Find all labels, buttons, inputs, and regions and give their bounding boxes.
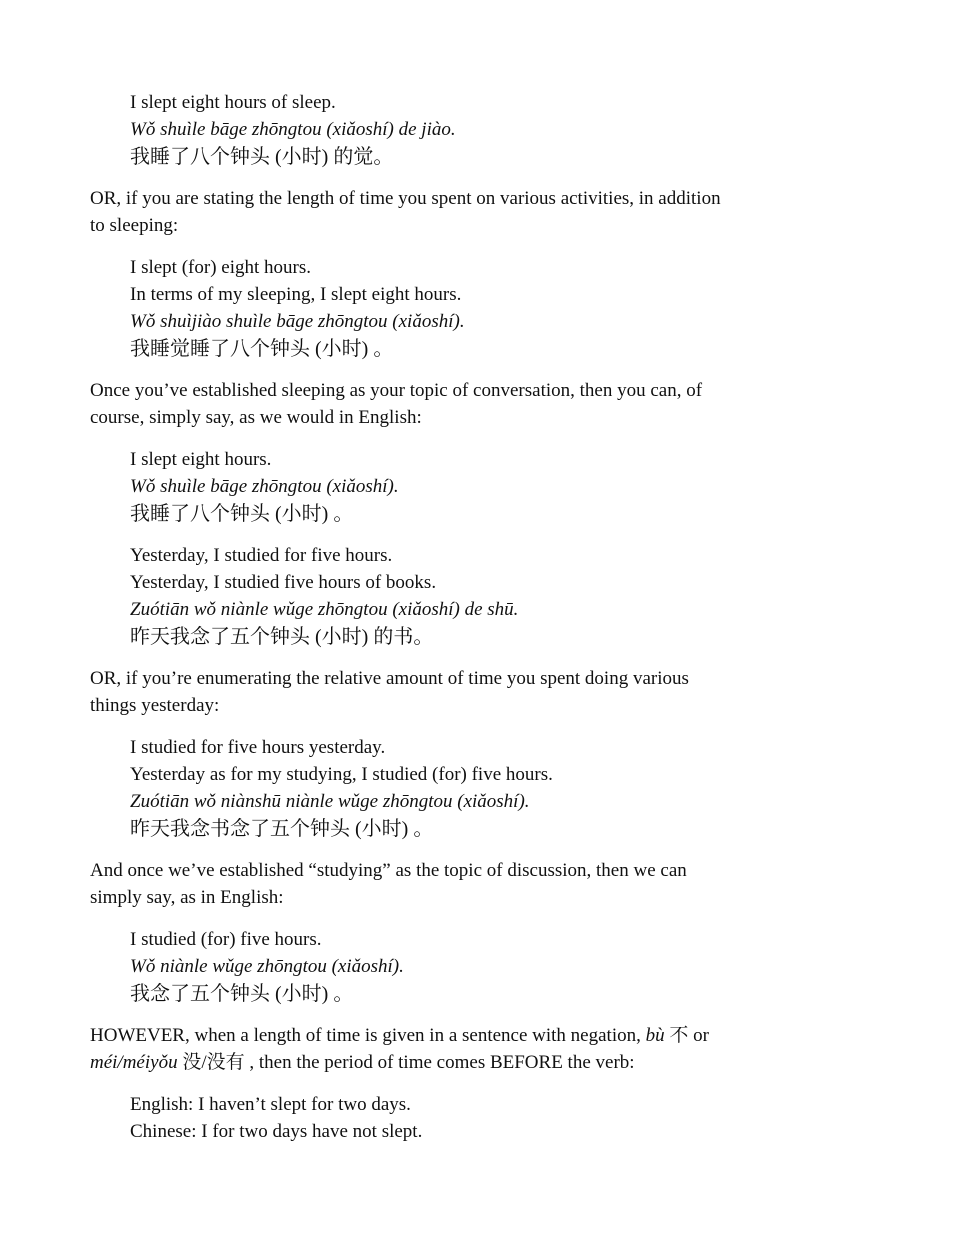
text-run-song: ( [270, 983, 282, 1005]
text-run-en: I slept (for) eight hours. [130, 257, 311, 278]
text-run-normal: OR, if you are stating the length of time you spent on various activities, in addition [90, 188, 721, 209]
text-run-hei: 钟头 [310, 816, 350, 840]
text-run-normal: or [693, 1025, 709, 1046]
text-run-hei: 小时 [281, 501, 322, 525]
english-line [130, 254, 870, 281]
text-run-en: I slept eight hours of sleep. [130, 92, 336, 113]
text-run-hei: 小时 [361, 816, 402, 840]
text-run-en: Chinese: I for two days have not slept. [130, 1121, 423, 1142]
pinyin-line [130, 596, 870, 623]
text-run-song: ( [270, 503, 282, 525]
text-run-hei: 觉 [170, 336, 190, 360]
paragraph-block [90, 185, 870, 239]
text-run-song: ( [270, 146, 282, 168]
pinyin-line [130, 953, 870, 980]
text-run-song: ) 。 [321, 983, 354, 1005]
text-run-en: Yesterday, I studied for five hours. [130, 545, 393, 566]
pinyin-line [130, 473, 870, 500]
chinese-line [130, 335, 870, 362]
example-block [130, 1091, 870, 1145]
text-run-song: 昨天我念 [130, 818, 210, 840]
chinese-line [130, 815, 870, 842]
text-run-song: 。 [413, 626, 434, 648]
english-line [130, 761, 870, 788]
text-run-song: ) 。 [361, 338, 394, 360]
document-content [90, 89, 870, 1145]
text-run-pinyin: méi/méiyǒu [90, 1052, 178, 1073]
text-run-pinyin: Zuótiān wǒ niànle wǔge zhōngtou (xiǎoshí) de shū. [130, 599, 519, 620]
paragraph-line [90, 1022, 870, 1049]
english-line [130, 1118, 870, 1145]
english-line [130, 446, 870, 473]
text-run-song: 我念了五个 [130, 983, 230, 1005]
text-run-normal: things yesterday: [90, 695, 220, 716]
text-run-en: English: I haven’t slept for two days. [130, 1094, 411, 1115]
text-run-song: 睡了八个 [190, 338, 270, 360]
text-run-hei: 小时 [281, 981, 322, 1005]
text-run-hei: 书 [210, 816, 230, 840]
text-run-song: 念了五个 [230, 818, 310, 840]
paragraph-block [90, 665, 870, 719]
example-block [130, 734, 870, 842]
chinese-line [130, 980, 870, 1007]
text-run-song: ) 的 [361, 626, 394, 648]
paragraph-line [90, 212, 870, 239]
paragraph-line [90, 185, 870, 212]
text-run-pinyin: Wǒ shuìle bāge zhōngtou (xiǎoshí) de jiào. [130, 119, 456, 140]
text-run-normal: Once you’ve established sleeping as your topic of conversation, then you can, of [90, 380, 703, 401]
paragraph-block [90, 857, 870, 911]
paragraph-line [90, 665, 870, 692]
paragraph-line [90, 692, 870, 719]
paragraph-block [90, 377, 870, 431]
example-block [130, 254, 870, 362]
text-run-song: 。 [373, 146, 394, 168]
text-run-normal: to sleeping: [90, 215, 179, 236]
text-run-en: I studied (for) five hours. [130, 929, 322, 950]
text-run-song: ) 的 [321, 146, 354, 168]
text-run-pinyin: Zuótiān wǒ niànshū niànle wǔge zhōngtou (xiǎoshí). [130, 791, 530, 812]
example-block [130, 89, 870, 170]
english-line [130, 542, 870, 569]
text-run-en: In terms of my sleeping, I slept eight hours. [130, 284, 462, 305]
text-run-hei: 小时 [321, 624, 362, 648]
text-run-song: ( [350, 818, 362, 840]
text-run-normal: And once we’ve established “studying” as the topic of discussion, then we can [90, 860, 687, 881]
paragraph-line [90, 884, 870, 911]
text-run-hei: 小时 [281, 144, 322, 168]
text-run-pinyin: Wǒ shuìle bāge zhōngtou (xiǎoshí). [130, 476, 399, 497]
example-block [130, 446, 870, 527]
english-line [130, 569, 870, 596]
text-run-song: 我睡了八个 [130, 503, 230, 525]
text-run-song: 没/没有 [177, 1052, 250, 1073]
chinese-line [130, 500, 870, 527]
example-block [130, 542, 870, 650]
english-line [130, 281, 870, 308]
text-run-song: ( [310, 626, 322, 648]
text-run-normal: OR, if you’re enumerating the relative amount of time you spent doing various [90, 668, 689, 689]
example-block [130, 926, 870, 1007]
text-run-normal: simply say, as in English: [90, 887, 284, 908]
text-run-en: Yesterday as for my studying, I studied (for) five hours. [130, 764, 553, 785]
text-run-normal: HOWEVER, when a length of time is given in a sentence with negation, [90, 1025, 646, 1046]
pinyin-line [130, 116, 870, 143]
text-run-pinyin: Wǒ shuìjiào shuìle bāge zhōngtou (xiǎoshí). [130, 311, 465, 332]
paragraph-line [90, 404, 870, 431]
text-run-song: 不 [664, 1025, 694, 1046]
english-line [130, 89, 870, 116]
english-line [130, 1091, 870, 1118]
text-run-en: I slept eight hours. [130, 449, 272, 470]
text-run-song: 昨天我念了五个 [130, 626, 270, 648]
text-run-en: Yesterday, I studied five hours of books. [130, 572, 437, 593]
text-run-hei: 钟头 [230, 981, 270, 1005]
chinese-line [130, 143, 870, 170]
text-run-pinyin: Wǒ niànle wǔge zhōngtou (xiǎoshí). [130, 956, 404, 977]
text-run-hei: 钟头 [230, 144, 270, 168]
text-run-song: ) 。 [401, 818, 434, 840]
text-run-hei: 觉 [353, 144, 374, 168]
chinese-line [130, 623, 870, 650]
text-run-normal: , then the period of time comes BEFORE the verb: [249, 1052, 635, 1073]
pinyin-line [130, 308, 870, 335]
text-run-song: 我睡 [130, 338, 170, 360]
text-run-song: ) 。 [321, 503, 354, 525]
pinyin-line [130, 788, 870, 815]
text-run-normal: course, simply say, as we would in English: [90, 407, 422, 428]
text-run-song: ( [310, 338, 322, 360]
paragraph-line [90, 377, 870, 404]
english-line [130, 926, 870, 953]
text-run-hei: 小时 [321, 336, 362, 360]
text-run-song: 我睡了八个 [130, 146, 230, 168]
text-run-hei: 钟头 [270, 336, 310, 360]
text-run-en: I studied for five hours yesterday. [130, 737, 386, 758]
paragraph-block [90, 1022, 870, 1076]
english-line [130, 734, 870, 761]
text-run-hei: 钟头 [270, 624, 310, 648]
text-run-hei: 钟头 [230, 501, 270, 525]
paragraph-line [90, 857, 870, 884]
paragraph-line [90, 1049, 870, 1076]
text-run-pinyin: bù [645, 1025, 665, 1046]
text-run-hei: 书 [393, 624, 414, 648]
